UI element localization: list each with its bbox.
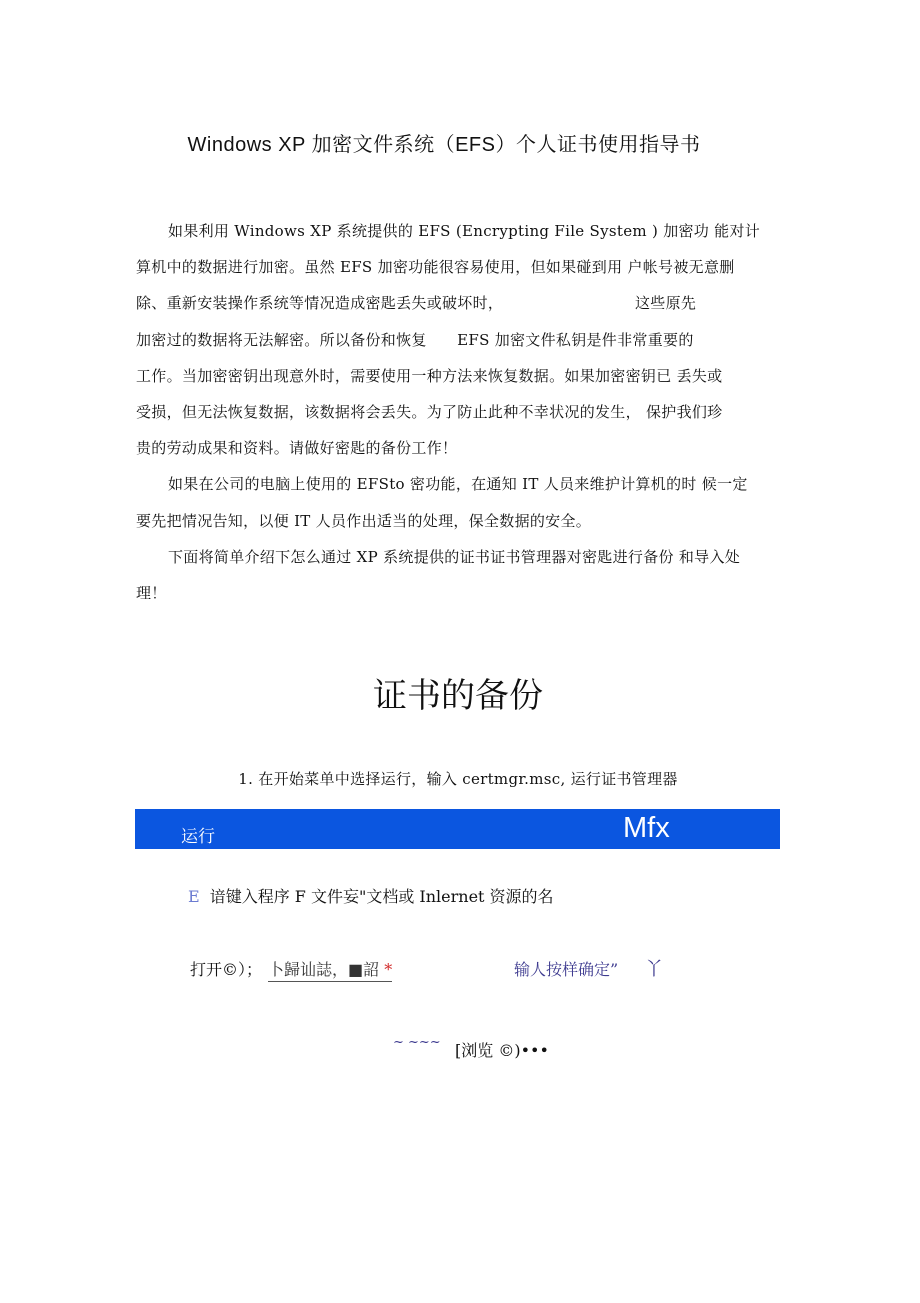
browse-button[interactable]: [浏览 ©)•••	[455, 1041, 549, 1060]
tilde-mark: ~ ~~~	[393, 1035, 441, 1050]
paragraph-line: 受损，但无法恢复数据，该数据将会丢失。为了防止此种不幸状况的发生， 保护我们珍	[136, 402, 723, 421]
paragraph-line: 下面将简单介绍下怎么通过 XP 系统提供的证书证书管理器对密匙进行备份 和导入处	[168, 547, 741, 566]
paragraph-line: 除、重新安装操作系统等情况造成密匙丢失或破坏时， 这些原先	[136, 294, 697, 313]
open-input-value: 卜歸讪誌，■詔	[268, 960, 380, 979]
paragraph-line: 贵的劳动成果和资料。请做好密匙的备份工作！	[136, 439, 458, 458]
paragraph-line: 要先把情况告知，以便 IT 人员作出适当的处理，保全数据的安全。	[136, 511, 592, 530]
paragraph-line: 理！	[136, 583, 167, 602]
prompt-text: 谙键入程序 F 文件妄"文档或 Inlernet 资源的名	[209, 887, 554, 906]
paragraph-line: 算机中的数据进行加密。虽然 EFS 加密功能很容易使用，但如果碰到用 户帐号被无意删	[136, 258, 735, 277]
run-dialog-prompt	[188, 884, 554, 907]
section-heading: 证书的备份	[373, 676, 543, 716]
arrow-icon: 丫	[645, 959, 663, 980]
step-instruction: 1. 在开始菜单中选择运行，输入 certmgr.msc, 运行证书管理器	[238, 770, 678, 788]
input-marker: *	[384, 960, 393, 979]
paragraph-line: 如果在公司的电脑上使用的 EFSto 密功能，在通知 IT 人员来维护计算机的时 候一定	[168, 475, 748, 494]
intro-paragraph	[136, 213, 780, 611]
run-icon: E	[188, 887, 200, 906]
document-title: Windows XP 加密文件系统（EFS）个人证书使用指导书	[187, 134, 701, 156]
open-input[interactable]	[268, 957, 392, 982]
paragraph-line: 加密过的数据将无法解密。所以备份和恢复 EFS 加密文件私钥是件非常重要的	[136, 330, 694, 349]
open-label: 打开©）；	[190, 960, 263, 979]
paragraph-line: 工作。当加密密钥出现意外时，需要使用一种方法来恢复数据。如果加密密钥已 丢失或	[136, 366, 723, 385]
window-control-buttons[interactable]: Mfx	[623, 812, 670, 844]
run-dialog-title: 运行	[181, 827, 215, 847]
hint-annotation: 输人按样确定”	[514, 960, 619, 979]
run-dialog-titlebar[interactable]	[135, 809, 780, 849]
paragraph-line: 如果利用 Windows XP 系统提供的 EFS (Encrypting File System ) 加密功 能对计	[168, 222, 761, 240]
